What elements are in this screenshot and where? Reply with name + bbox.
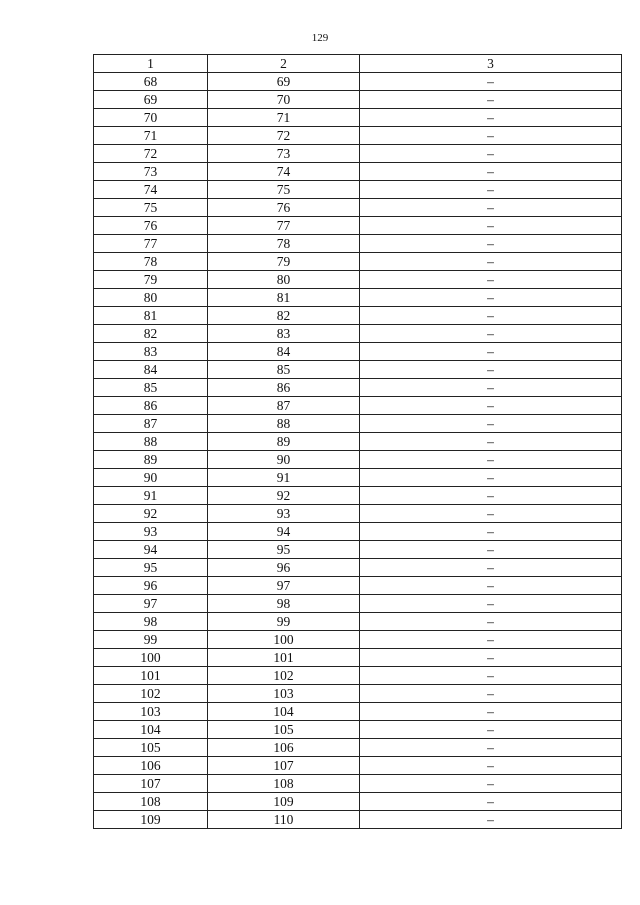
table-cell-col-3: – [360,811,622,829]
table-cell-col-3: – [360,307,622,325]
table-row [94,91,622,109]
table-cell-col-3: – [360,109,622,127]
table-cell-col-3: – [360,271,622,289]
table-cell-col-1: 93 [94,523,208,541]
table-row [94,253,622,271]
table-cell-col-1: 81 [94,307,208,325]
table-cell-col-2: 97 [208,577,360,595]
data-table [93,54,622,829]
table-cell-col-1: 95 [94,559,208,577]
page-number: 129 [311,32,329,44]
table-cell-col-3: – [360,289,622,307]
table-cell-col-1: 102 [94,685,208,703]
table-cell-col-1: 96 [94,577,208,595]
table-row [94,685,622,703]
table-cell-col-3: – [360,685,622,703]
table-cell-col-3: – [360,721,622,739]
table-cell-col-1: 91 [94,487,208,505]
table-row [94,433,622,451]
table-row [94,793,622,811]
table-cell-col-2: 106 [208,739,360,757]
table-row [94,613,622,631]
table-cell-col-1: 104 [94,721,208,739]
table-cell-col-3: – [360,325,622,343]
table-row [94,595,622,613]
table-body [94,55,622,829]
table-cell-col-3: – [360,775,622,793]
table-cell-col-1: 88 [94,433,208,451]
table-cell-col-1: 107 [94,775,208,793]
table-cell-col-2: 107 [208,757,360,775]
table-cell-col-1: 105 [94,739,208,757]
table-cell-col-2: 108 [208,775,360,793]
table-cell-col-3: – [360,649,622,667]
table-cell-col-3: – [360,739,622,757]
table-cell-col-1: 78 [94,253,208,271]
table-cell-col-3: – [360,559,622,577]
table-cell-col-3: – [360,541,622,559]
table-row [94,325,622,343]
table-cell-col-2: 76 [208,199,360,217]
table-cell-col-2: 99 [208,613,360,631]
table-cell-col-1: 103 [94,703,208,721]
table-cell-col-1: 89 [94,451,208,469]
column-header-2: 2 [208,55,360,73]
table-cell-col-2: 80 [208,271,360,289]
table-cell-col-2: 104 [208,703,360,721]
table-cell-col-3: – [360,397,622,415]
table-cell-col-1: 108 [94,793,208,811]
table-row [94,541,622,559]
table-cell-col-2: 84 [208,343,360,361]
table-row [94,649,622,667]
table-cell-col-2: 71 [208,109,360,127]
table-cell-col-2: 98 [208,595,360,613]
table-cell-col-3: – [360,793,622,811]
table-cell-col-1: 85 [94,379,208,397]
table-cell-col-2: 91 [208,469,360,487]
table-cell-col-2: 83 [208,325,360,343]
table-row [94,469,622,487]
table-cell-col-3: – [360,379,622,397]
table-cell-col-3: – [360,361,622,379]
table-cell-col-3: – [360,73,622,91]
table-cell-col-2: 103 [208,685,360,703]
table-cell-col-3: – [360,577,622,595]
table-cell-col-2: 74 [208,163,360,181]
table-row [94,487,622,505]
table-cell-col-2: 86 [208,379,360,397]
table-cell-col-2: 101 [208,649,360,667]
table-cell-col-1: 84 [94,361,208,379]
table-cell-col-2: 90 [208,451,360,469]
table-cell-col-3: – [360,613,622,631]
table-cell-col-2: 87 [208,397,360,415]
table-row [94,127,622,145]
table-cell-col-1: 99 [94,631,208,649]
table-cell-col-1: 98 [94,613,208,631]
table-header-row [94,55,622,73]
table-row [94,451,622,469]
table-row [94,307,622,325]
table-cell-col-3: – [360,235,622,253]
table-cell-col-1: 106 [94,757,208,775]
table-row [94,181,622,199]
table-cell-col-3: – [360,757,622,775]
table-cell-col-1: 76 [94,217,208,235]
table-row [94,703,622,721]
table-cell-col-1: 69 [94,91,208,109]
table-cell-col-2: 95 [208,541,360,559]
table-cell-col-1: 73 [94,163,208,181]
table-row [94,505,622,523]
table-cell-col-1: 92 [94,505,208,523]
table-cell-col-1: 79 [94,271,208,289]
table-cell-col-3: – [360,181,622,199]
table-cell-col-1: 74 [94,181,208,199]
table-cell-col-1: 82 [94,325,208,343]
table-row [94,73,622,91]
table-cell-col-3: – [360,91,622,109]
table-cell-col-3: – [360,199,622,217]
table-row [94,109,622,127]
table-cell-col-3: – [360,451,622,469]
table-cell-col-3: – [360,415,622,433]
table-cell-col-1: 100 [94,649,208,667]
table-cell-col-3: – [360,217,622,235]
table-row [94,343,622,361]
table-row [94,199,622,217]
table-row [94,739,622,757]
table-row [94,523,622,541]
table-cell-col-2: 77 [208,217,360,235]
table-cell-col-1: 109 [94,811,208,829]
table-row [94,757,622,775]
table-cell-col-2: 100 [208,631,360,649]
table-cell-col-1: 80 [94,289,208,307]
table-cell-col-3: – [360,667,622,685]
table-row [94,235,622,253]
table-row [94,667,622,685]
table-cell-col-1: 70 [94,109,208,127]
column-header-1: 1 [94,55,208,73]
table-cell-col-1: 68 [94,73,208,91]
table-cell-col-2: 94 [208,523,360,541]
table-cell-col-2: 73 [208,145,360,163]
table-cell-col-2: 78 [208,235,360,253]
table-row [94,217,622,235]
table-cell-col-1: 87 [94,415,208,433]
table-cell-col-3: – [360,505,622,523]
table-cell-col-1: 90 [94,469,208,487]
table-cell-col-3: – [360,595,622,613]
table-cell-col-3: – [360,145,622,163]
table-cell-col-3: – [360,253,622,271]
table-cell-col-3: – [360,127,622,145]
table-row [94,415,622,433]
table-cell-col-2: 69 [208,73,360,91]
table-cell-col-2: 96 [208,559,360,577]
table-cell-col-2: 88 [208,415,360,433]
table-cell-col-3: – [360,433,622,451]
table-cell-col-2: 89 [208,433,360,451]
table-cell-col-3: – [360,523,622,541]
table-cell-col-2: 93 [208,505,360,523]
table-row [94,397,622,415]
table-cell-col-1: 97 [94,595,208,613]
table-cell-col-3: – [360,469,622,487]
table-cell-col-2: 79 [208,253,360,271]
table-cell-col-2: 72 [208,127,360,145]
table-cell-col-1: 86 [94,397,208,415]
table-cell-col-2: 92 [208,487,360,505]
table-row [94,577,622,595]
table-cell-col-2: 70 [208,91,360,109]
column-header-3: 3 [360,55,622,73]
table-cell-col-2: 82 [208,307,360,325]
table-row [94,361,622,379]
table-row [94,289,622,307]
table-row [94,811,622,829]
table-cell-col-2: 81 [208,289,360,307]
table-cell-col-2: 109 [208,793,360,811]
table-cell-col-2: 105 [208,721,360,739]
table-cell-col-3: – [360,487,622,505]
table-row [94,145,622,163]
table-cell-col-3: – [360,703,622,721]
table-row [94,631,622,649]
table-cell-col-3: – [360,631,622,649]
table-cell-col-1: 94 [94,541,208,559]
table-cell-col-1: 71 [94,127,208,145]
table-cell-col-2: 75 [208,181,360,199]
table-row [94,721,622,739]
table-row [94,379,622,397]
table-cell-col-1: 77 [94,235,208,253]
table-cell-col-2: 110 [208,811,360,829]
table-cell-col-2: 85 [208,361,360,379]
table-cell-col-3: – [360,163,622,181]
table-cell-col-1: 75 [94,199,208,217]
table-cell-col-1: 101 [94,667,208,685]
table-row [94,559,622,577]
table-cell-col-2: 102 [208,667,360,685]
table-row [94,271,622,289]
table-cell-col-1: 83 [94,343,208,361]
table-cell-col-3: – [360,343,622,361]
table-cell-col-1: 72 [94,145,208,163]
table-row [94,163,622,181]
table-row [94,775,622,793]
